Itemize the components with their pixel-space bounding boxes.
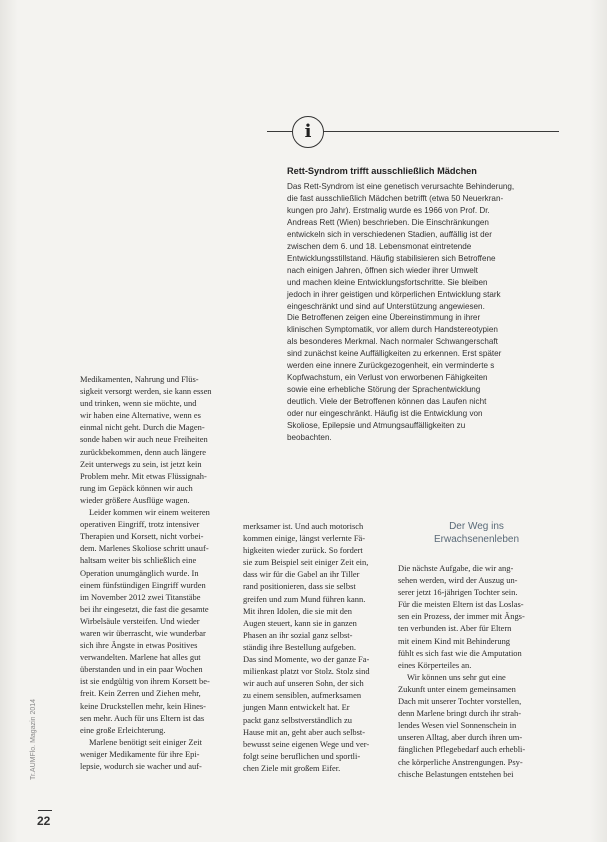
text-line: zurückbekommen, denn auch längere <box>80 446 207 457</box>
text-line: milienkast platzt vor Stolz. Stolz sind <box>243 666 370 677</box>
text-line: sich ihre Ängste in etwas Positives <box>80 640 198 651</box>
text-line: sonde haben wir auch neue Freiheiten <box>80 434 208 445</box>
info-box-text <box>287 181 559 444</box>
text-line: Wirbelsäule versteifen. Und wieder <box>80 615 200 626</box>
text-line: entwickeln sich in verschiedenen Stadien, auffällig ist der <box>287 229 492 239</box>
text-line: beobachten. <box>287 433 332 443</box>
text-line: deutlich. Viele der Betroffenen können das Laufen nicht <box>287 397 487 407</box>
text-line: ist sie endgültig von ihrem Korsett be- <box>80 676 210 687</box>
text-line: klinischen Symptomatik, vor allem durch Handstereotypien <box>287 325 498 335</box>
text-line: Augen steuert, kann sie in ganzen <box>243 617 357 628</box>
text-line: unseren Alltag, aber durch ihren um- <box>398 732 523 743</box>
text-line: operativen Eingriff, trotz intensiver <box>80 519 200 530</box>
paragraph <box>398 671 555 780</box>
text-line: die fast ausschließlich Mädchen betrifft (etwa 50 Neuerkran- <box>287 193 504 203</box>
text-line: eines Körperteiles an. <box>398 659 472 670</box>
text-line: Hause mit an, geht aber auch selbst- <box>243 726 366 737</box>
text-line: ten verbunden ist. Aber für Eltern <box>398 623 512 634</box>
text-line: Therapien und Korsett, nicht vorbei- <box>80 531 204 542</box>
text-line: mit einem Kind mit Behinderung <box>398 635 511 646</box>
text-line: waren wir überrascht, wie wunderbar <box>80 627 206 638</box>
text-line: nach einigen Jahren, öffnen sich wieder ihrer Umwelt <box>287 265 478 275</box>
text-line: Die nächste Aufgabe, die wir ang- <box>398 563 514 573</box>
text-line: fühlt es sich fast wie die Amputation <box>398 647 522 658</box>
text-line: eine große Erleichterung. <box>80 724 166 735</box>
text-line: jungen Mann entwickelt hat. Er <box>243 702 350 713</box>
text-line: haltsam weiter bis schließlich eine <box>80 555 197 566</box>
page-number: 22 <box>37 814 51 828</box>
text-line: einem fünfstündigen Eingriff wurden <box>80 579 206 590</box>
text-line: merksamer ist. Und auch motorisch <box>243 521 364 531</box>
text-line: serer jetzt 16-jährigen Tochter sein. <box>398 587 518 598</box>
text-line: Kopfwachstum, ein Verlust von erworbenen Fähigkeiten <box>287 373 488 383</box>
text-line: Problem mehr. Mit etwas Flüssignah- <box>80 470 207 481</box>
text-line: dass wir für die Gabel an ihr Tiller <box>243 569 360 580</box>
text-line: che körperliche Anstrengungen. Psy- <box>398 756 523 767</box>
text-line: weniger Medikamente für ihre Epi- <box>80 748 200 759</box>
paragraph <box>80 373 234 506</box>
text-line: Zukunft unter einem gemeinsamen <box>398 683 516 694</box>
text-line: Mit ihren Idolen, die sie mit den <box>243 605 352 616</box>
text-line: wir haben eine Alternative, wenn es <box>80 410 201 421</box>
text-line: verwandelten. Marlene hat alles gut <box>80 652 201 663</box>
text-line: rung im Gepäck können wir auch <box>80 482 193 493</box>
text-line: chen Ziele mit großem Eifer. <box>243 762 341 773</box>
text-line: rand positionieren, dass sie selbst <box>243 581 356 592</box>
text-line: Zeit unterwegs zu sein, ist jetzt kein <box>80 458 202 469</box>
text-line: überstanden und in ein paar Wochen <box>80 664 203 675</box>
text-line: Andreas Rett (Wien) beschrieben. Die Einschränkungen <box>287 217 489 227</box>
text-line: lepsie, wodurch sie wacher und auf- <box>80 761 202 771</box>
text-line: eingeschränkt und sind auf Unterstützung angewiesen. <box>287 301 485 311</box>
text-line: Skoliose, Epilepsie und Atmungsauffälligkeiten zu <box>287 421 466 431</box>
text-line: und trinken, wenn sie möchte, und <box>80 398 197 409</box>
text-line: Das Rett-Syndrom ist eine genetisch verursachte Behinderung, <box>287 182 515 191</box>
text-line: jedoch in ihrer geistigen und körperlichen Entwicklung stark <box>287 289 501 299</box>
paragraph <box>398 562 555 671</box>
text-line: oder nur eingeschränkt. Häufig ist die Entwicklung von <box>287 409 483 419</box>
paragraph <box>80 506 234 736</box>
text-line: freit. Kein Zerren und Ziehen mehr, <box>80 688 201 699</box>
text-line: Wir können uns sehr gut eine <box>407 671 506 682</box>
text-line: Medikamenten, Nahrung und Flüs- <box>80 374 199 384</box>
text-line: packt ganz selbstverständlich zu <box>243 714 352 725</box>
text-line: sehen werden, wird der Auszug un- <box>398 575 518 586</box>
article-column-left <box>80 373 234 772</box>
text-line: greifen und zum Mund führen kann. <box>243 593 366 604</box>
text-line: Das sind Momente, wo der ganze Fa- <box>243 654 370 665</box>
paragraph <box>243 520 395 774</box>
text-line: zu einem sensiblen, aufmerksamen <box>243 690 362 701</box>
text-line: folgt seine beruflichen und sportli- <box>243 750 361 761</box>
text-line: sen ein Prozess, der immer mit Ängs- <box>398 611 525 622</box>
text-line: Die Betroffenen zeigen eine Übereinstimmung in ihrer <box>287 313 481 323</box>
paragraph <box>80 736 234 772</box>
text-line: chische Belastungen entstehen bei <box>398 768 514 779</box>
text-line: kommen einige, längst verlernte Fä- <box>243 533 366 544</box>
text-line: Leider kommen wir einem weiteren <box>89 507 210 518</box>
page-number-rule <box>38 810 52 811</box>
text-line: sind zunächst keine Auffälligkeiten zu erkennen. Erst später <box>287 349 502 359</box>
text-line: fänglichen Pflegebedarf auch erhebli- <box>398 744 526 755</box>
text-line: Phasen an ihr sozial ganz selbst- <box>243 629 353 640</box>
text-line: sen mehr. Auch für uns Eltern ist das <box>80 712 205 723</box>
text-line: als besonderes Merkmal. Nach normaler Schwangerschaft <box>287 337 498 347</box>
text-line: sigkeit versorgt werden, sie kann essen <box>80 386 212 397</box>
info-box-title: Rett-Syndrom trifft ausschließlich Mädchen <box>287 166 477 176</box>
text-line: ständig ihre Bestellung aufgeben. <box>243 641 356 652</box>
text-line: Dach mit unserer Tochter vorstellen, <box>398 696 522 707</box>
text-line: zwischen dem 6. und 18. Lebensmonat eintretende <box>287 241 472 251</box>
article-column-middle <box>243 520 395 774</box>
magazine-label: Tr.AUMFlo. Magazin 2014 <box>30 698 37 780</box>
text-line: Für die meisten Eltern ist das Loslas- <box>398 599 524 610</box>
text-line: sie zum Beispiel seit einiger Zeit ein, <box>243 557 369 568</box>
text-line: Operation unumgänglich wurde. In <box>80 567 199 578</box>
text-line: higkeiten wieder zurück. So fordert <box>243 545 363 556</box>
text-line: wir auch auf unseren Sohn, der sich <box>243 678 364 689</box>
text-line: einmal nicht geht. Durch die Magen- <box>80 422 205 433</box>
section-heading <box>398 520 555 546</box>
section-heading-line: Der Weg ins <box>449 521 504 532</box>
text-line: sowie eine erhebliche Störung der Sprachentwicklung <box>287 385 481 395</box>
text-line: lendes Wesen viel Sonnenschein in <box>398 720 517 731</box>
text-line: und machen kleine Entwicklungsfortschritte. Sie bleiben <box>287 277 488 287</box>
text-line: denn Marlene bringt durch ihr strah- <box>398 708 522 719</box>
text-line: dem. Marlenes Skoliose schritt unauf- <box>80 543 209 554</box>
text-line: im November 2012 zwei Titanstäbe <box>80 591 201 602</box>
text-line: keine Druckstellen mehr, kein Hines- <box>80 700 206 711</box>
text-line: werden eine innere Zurückgezogenheit, ein verminderte s <box>287 361 495 371</box>
article-column-right <box>398 562 555 780</box>
text-line: Entwicklungsstillstand. Häufig stabilisieren sich Betroffene <box>287 253 496 263</box>
info-icon: i <box>292 116 324 148</box>
text-line: Marlene benötigt seit einiger Zeit <box>89 736 202 747</box>
text-line: kungen pro Jahr). Erstmalig wurde es 1966 von Prof. Dr. <box>287 205 490 215</box>
text-line: wieder größere Ausflüge wagen. <box>80 494 190 505</box>
text-line: bei ihr eingesetzt, die fast die gesamte <box>80 603 209 614</box>
section-heading-line: Erwachsenenleben <box>433 534 520 545</box>
info-box <box>287 166 559 444</box>
text-line: bewusst seine eigenen Wege und ver- <box>243 738 370 749</box>
